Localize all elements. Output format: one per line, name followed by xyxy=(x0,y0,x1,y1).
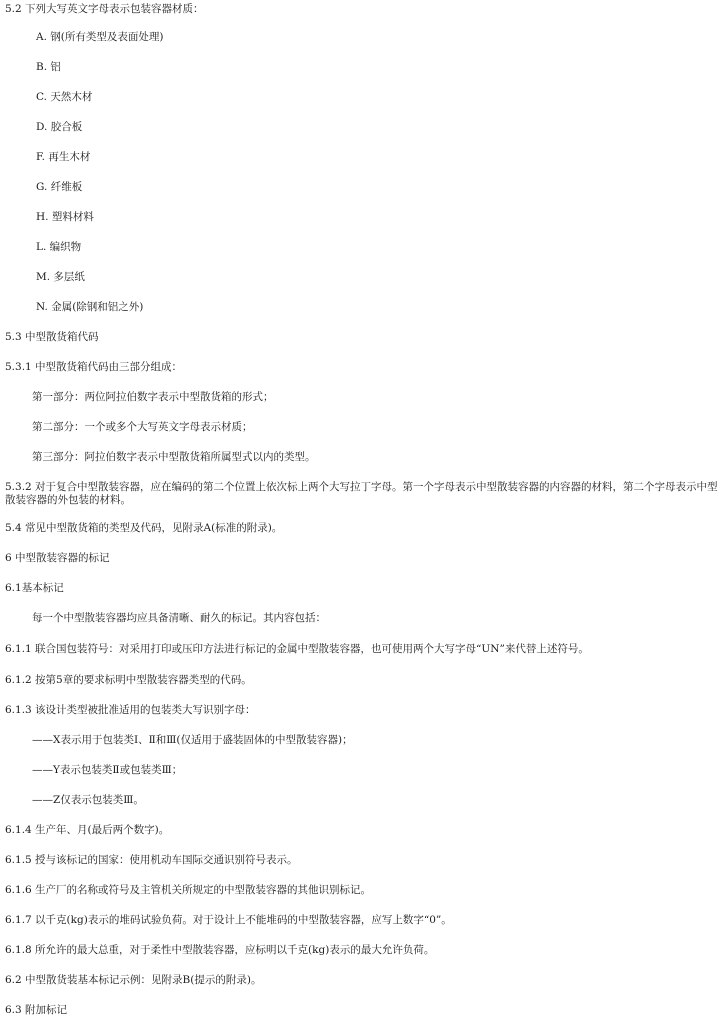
section-6-1-6: 6.1.6 生产厂的名称或符号及主管机关所规定的中型散装容器的其他识别标记。 xyxy=(5,884,372,896)
code-part-1: 第一部分：两位阿拉伯数字表示中型散货箱的形式； xyxy=(32,391,274,403)
material-item-a: A. 钢(所有类型及表面处理) xyxy=(36,31,164,43)
section-6-1-2: 6.1.2 按第5章的要求标明中型散装容器类型的代码。 xyxy=(5,674,252,686)
material-item-g: G. 纤维板 xyxy=(36,181,83,193)
section-5-2-heading: 5.2 下列大写英文字母表示包装容器材质： xyxy=(5,3,204,15)
code-part-3: 第三部分：阿拉伯数字表示中型散货箱所属型式以内的类型。 xyxy=(32,451,316,463)
section-6-1-heading: 6.1基本标记 xyxy=(5,582,64,594)
dash-item-x: ——X表示用于包装类Ⅰ、Ⅱ和Ⅲ(仅适用于盛装固体的中型散装容器)； xyxy=(32,734,353,746)
section-6-1-1: 6.1.1 联合国包装符号：对采用打印或压印方法进行标记的金属中型散装容器，也可使用两个大写字母“UN”来代替上述符号。 xyxy=(5,643,589,655)
section-6-1-8: 6.1.8 所允许的最大总重，对于柔性中型散装容器，应标明以千克(kg)表示的最大允许负荷。 xyxy=(5,944,435,956)
material-item-h: H. 塑料材料 xyxy=(36,211,94,223)
section-5-3-2: 5.3.2 对于复合中型散装容器，应在编码的第二个位置上依次标上两个大写拉丁字母。第一个字母表示中型散装容器的内容器的材料，第二个字母表示中型散装容器的外包装的材料。 xyxy=(5,481,718,506)
material-item-d: D. 胶合板 xyxy=(36,121,83,133)
material-item-f: F. 再生木材 xyxy=(36,151,91,163)
section-6-1-4: 6.1.4 生产年、月(最后两个数字)。 xyxy=(5,824,170,836)
code-part-2: 第二部分：一个或多个大写英文字母表示材质； xyxy=(32,421,253,433)
section-6-1-5: 6.1.5 授与该标记的国家：使用机动车国际交通识别符号表示。 xyxy=(5,854,298,866)
section-6-1-intro: 每一个中型散装容器均应具备清晰、耐久的标记。其内容包括： xyxy=(32,612,326,624)
section-6-3-heading: 6.3 附加标记 xyxy=(5,1004,68,1016)
section-6-1-3: 6.1.3 该设计类型被批准适用的包装类大写识别字母： xyxy=(5,704,256,716)
section-6-2: 6.2 中型散货装基本标记示例：见附录B(提示的附录)。 xyxy=(5,974,262,986)
section-5-3-heading: 5.3 中型散货箱代码 xyxy=(5,331,99,343)
section-5-3-1: 5.3.1 中型散货箱代码由三部分组成： xyxy=(5,361,183,373)
section-6-1-7: 6.1.7 以千克(kg)表示的堆码试验负荷。对于设计上不能堆码的中型散装容器，应写上数字“0”。 xyxy=(5,914,452,926)
material-item-m: M. 多层纸 xyxy=(36,271,85,283)
material-item-l: L. 编织物 xyxy=(36,241,82,253)
dash-item-y: ——Y表示包装类Ⅱ或包装类Ⅲ； xyxy=(32,764,183,776)
material-item-b: B. 铝 xyxy=(36,61,61,73)
dash-item-z: ——Z仅表示包装类Ⅲ。 xyxy=(32,794,144,806)
material-item-n: N. 金属(除钢和铝之外) xyxy=(36,301,144,313)
material-item-c: C. 天然木材 xyxy=(36,91,93,103)
section-6-heading: 6 中型散装容器的标记 xyxy=(5,552,110,564)
section-5-4: 5.4 常见中型散货箱的类型及代码，见附录A(标准的附录)。 xyxy=(5,522,283,534)
